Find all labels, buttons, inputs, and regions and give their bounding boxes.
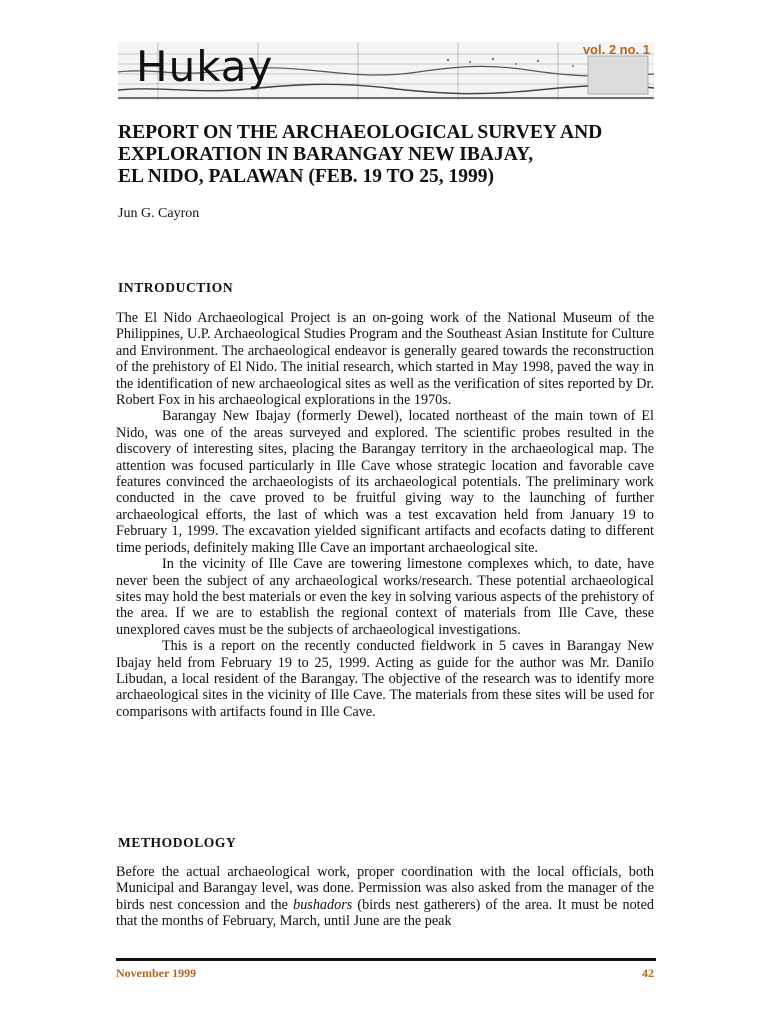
volume-number: vol. 2 no. 1 — [582, 42, 650, 57]
footer-date: November 1999 — [116, 966, 197, 980]
body-paragraph: The El Nido Archaeological Project is an on-going work of the National Museum of the Philippines, U.P. Archaeological Studies Program and the Southeast Asian Institute for Culture and Environment. The archaeological endeavor is generally geared towards the reconstruction of the prehistory of El Nido. The initial research, which started in May 1998, paved the way in the identification of new archaeological sites as well as the verification of sites reported by Dr. Robert Fox in his archaeological explorations in the 1970s. — [116, 310, 654, 409]
introduction-body — [116, 310, 654, 720]
methodology-body — [116, 864, 654, 930]
paragraph-text: Before the actual archaeological work, proper coordination with the local officials, both Municipal and Barangay level, was done. Permission was also asked from the manager of the birds nest concession and the — [116, 864, 654, 913]
masthead — [118, 40, 654, 104]
paragraph-text: (birds nest gatherers) of the area. It must be noted that the months of February, March, until June are the peak — [116, 896, 655, 930]
body-paragraph: In the vicinity of Ille Cave are towering limestone complexes which, to date, have never been the subject of any archaeological works/research. These potential archaeological sites may hold the best materials or even the key in solving various aspects of the prehistory of the area. If we are to establish the regional context of materials from Ille Cave, these unexplored caves must be the subjects of archaeological investigations. — [116, 556, 654, 638]
report-title-line: EL NIDO, PALAWAN (FEB. 19 TO 25, 1999) — [118, 166, 494, 187]
page-number: 42 — [642, 966, 654, 980]
body-paragraph: Barangay New Ibajay (formerly Dewel), located northeast of the main town of El Nido, was one of the areas surveyed and explored. The scientific probes resulted in the discovery of interesting sites, placing the Barangay territory in the archaeological map. The attention was focused particularly in Ille Cave whose strategic location and favorable cave features convinced the archaeologists of its archaeological potentials. The preliminary work conducted in the cave proved to be fruitful giving way to the launching of further archaeological efforts, the last of which was a test excavation held from January 19 to February 1, 1999. The excavation yielded significant artifacts and ecofacts dating to different time periods, definitely making Ille Cave an important archaeological site. — [116, 408, 654, 556]
report-title-line: REPORT ON THE ARCHAEOLOGICAL SURVEY AND — [118, 122, 603, 143]
report-title-line: EXPLORATION IN BARANGAY NEW IBAJAY, — [118, 144, 534, 165]
footer-rule — [116, 958, 656, 961]
author-name: Jun G. Cayron — [118, 206, 200, 221]
report-title — [118, 122, 678, 188]
section-heading-methodology: METHODOLOGY — [118, 835, 237, 850]
italic-term: bushadors — [293, 896, 353, 913]
body-paragraph: This is a report on the recently conducted fieldwork in 5 caves in Barangay New Ibajay held from February 19 to 25, 1999. Acting as guide for the author was Mr. Danilo Libudan, a local resident of the Barangay. The objective of the research was to identify more archaeological sites in the vicinity of Ille Cave. The materials from these sites will be used for comparisons with artifacts found in Ille Cave. — [116, 638, 654, 720]
journal-title: Hukay — [136, 42, 274, 91]
section-heading-introduction: INTRODUCTION — [118, 280, 234, 295]
body-paragraph — [116, 864, 654, 930]
